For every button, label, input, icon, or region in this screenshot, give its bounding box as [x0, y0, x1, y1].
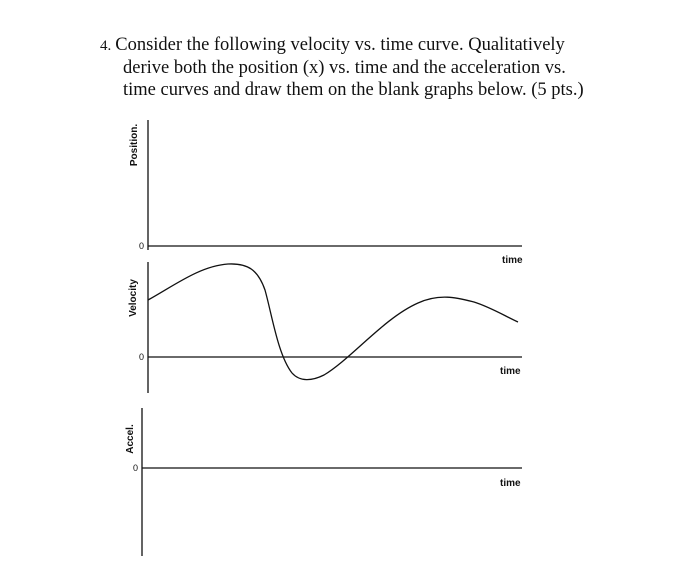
position-y-label: Position.	[129, 123, 140, 167]
acceleration-graph	[125, 408, 522, 556]
velocity-graph	[128, 262, 522, 393]
velocity-x-label: time	[500, 366, 521, 377]
question-line-1-text: Consider the following velocity vs. time curve. Qualitatively	[115, 35, 565, 55]
velocity-y-label: Velocity	[128, 279, 139, 317]
velocity-curve	[148, 264, 518, 380]
acceleration-zero-label: 0	[133, 463, 139, 473]
question-line-2: derive both the position (x) vs. time and the acceleration vs.	[123, 58, 566, 78]
question-number: 4.	[100, 38, 112, 54]
acceleration-y-label: Accel.	[125, 424, 136, 454]
position-zero-label: 0	[139, 241, 145, 251]
acceleration-x-label: time	[500, 478, 521, 489]
question-line-3: time curves and draw them on the blank graphs below. (5 pts.)	[123, 80, 584, 100]
position-x-label: time	[502, 255, 523, 266]
position-graph	[129, 120, 523, 266]
velocity-zero-label: 0	[139, 352, 145, 362]
